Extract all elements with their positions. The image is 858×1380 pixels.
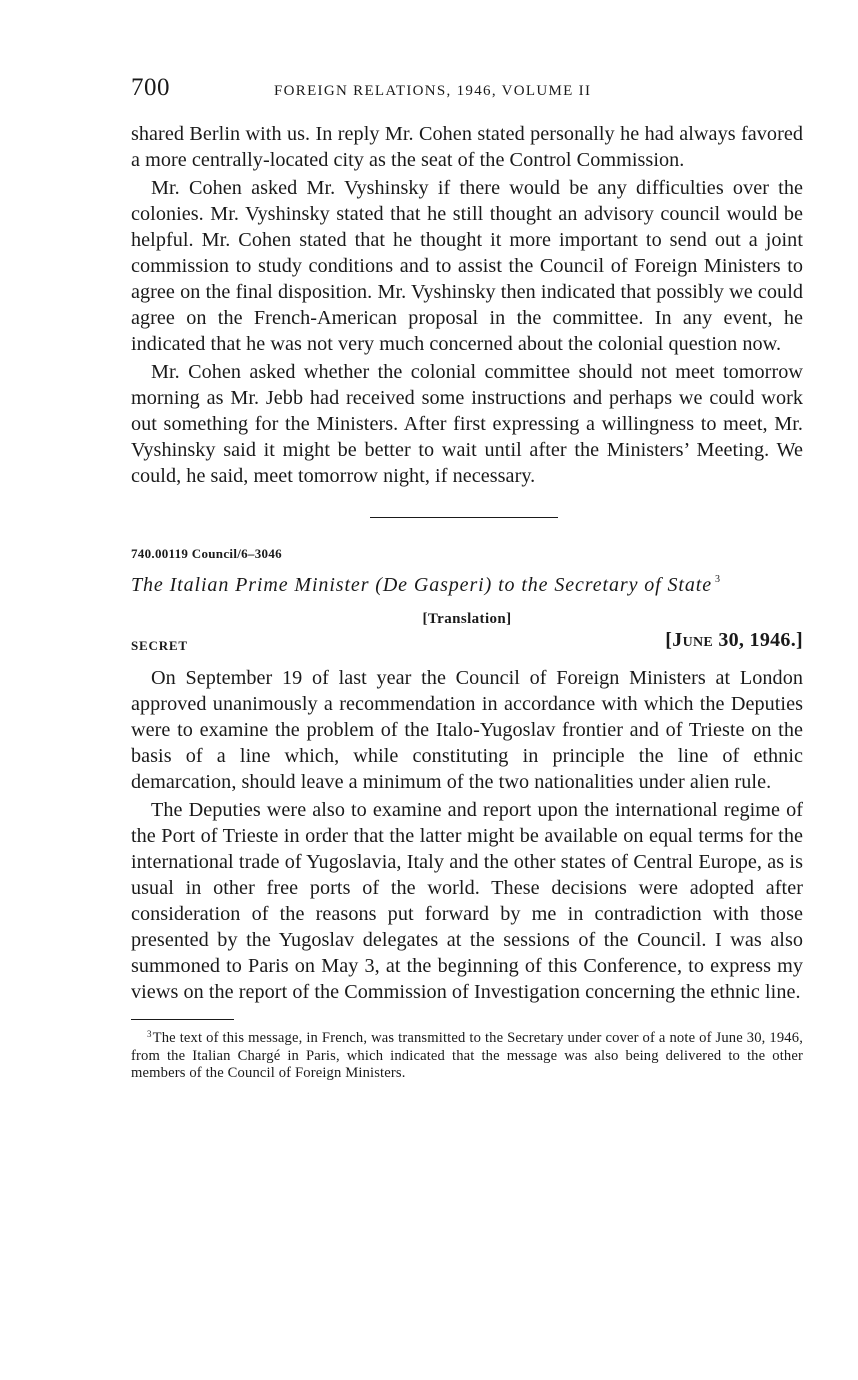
section-divider <box>370 517 558 518</box>
file-number: 740.00119 Council/6–3046 <box>131 546 282 561</box>
document-page <box>131 74 803 1097</box>
page-number: 700 <box>131 74 170 101</box>
footnote-rule <box>131 1019 234 1020</box>
running-head <box>131 74 803 108</box>
document-title <box>131 574 803 597</box>
paragraph-deputies: The Deputies were also to examine and report upon the international regime of the Port of Trieste in order that the latter might be available on equal terms for the international trade of Yugoslavia, Italy and the other states of Central Europe, as is usual in other free ports of the world. These decisions were adopted after consideration of the reasons put forward by me in contradiction with those presented by the Yugoslav delegates at the sessions of the Council. I was also summoned to Paris on May 3, at the beginning of this Conference, to express my views on the report of the Commission of Investigation concerning the ethnic line. <box>131 799 803 1003</box>
paragraph-continued: shared Berlin with us. In reply Mr. Cohen stated personally he had always favored a more centrally-located city as the seat of the Control Commission. <box>131 123 803 171</box>
date-rest: 30, 1946.] <box>713 629 803 651</box>
translation-note: [Translation] <box>422 611 512 627</box>
date-open-bracket: [ <box>665 629 673 651</box>
footnote-marker: 3 <box>147 1029 152 1039</box>
footnote-reference[interactable]: 3 <box>715 574 721 585</box>
document-meta-row <box>131 629 803 657</box>
running-title: FOREIGN RELATIONS, 1946, VOLUME II <box>274 83 592 99</box>
paragraph-colonial-committee: Mr. Cohen asked whether the colonial committee should not meet tomorrow morning as Mr. Jebb had received some instructions and perhaps we could work out something for the Ministers. After first expressing a willingness to meet, Mr. Vyshinsky said it might be better to wait until after the Ministers’ Meeting. We could, he said, meet tomorrow night, if necessary. <box>131 361 803 487</box>
footnote-text: The text of this message, in French, was transmitted to the Secretary under cover of a note of June 30, 1946, from the Italian Chargé in Paris, which indicated that the message was also being delivered to the other members of the Council of Foreign Ministers. <box>131 1030 803 1081</box>
paragraph-colonies: Mr. Cohen asked Mr. Vyshinsky if there would be any difficulties over the colonies. Mr. Vyshinsky stated that he still thought an advisory council would be helpful. Mr. Cohen stated that he thought it more important to send out a joint commission to study conditions and to assist the Council of Foreign Ministers to agree on the final disposition. Mr. Vyshinsky then indicated that possibly we could agree on the French-American proposal in the committee. In any event, he indicated that he was not very much concerned about the colonial question now. <box>131 177 803 355</box>
document-title-text: The Italian Prime Minister (De Gasperi) to the Secretary of State <box>131 574 712 596</box>
date-month: June <box>672 629 714 651</box>
footnote <box>131 1026 803 1083</box>
paragraph-september-19: On September 19 of last year the Council of Foreign Ministers at London approved unanimously a recommendation in accordance with which the Deputies were to examine the problem of the Italo-Yugoslav frontier and of Trieste on the basis of a line which, while constituting in principle the line of ethnic demarcation, should leave a minimum of the two nationalities under alien rule. <box>131 667 803 793</box>
document-date <box>665 629 803 652</box>
classification-label: SECRET <box>131 638 188 653</box>
